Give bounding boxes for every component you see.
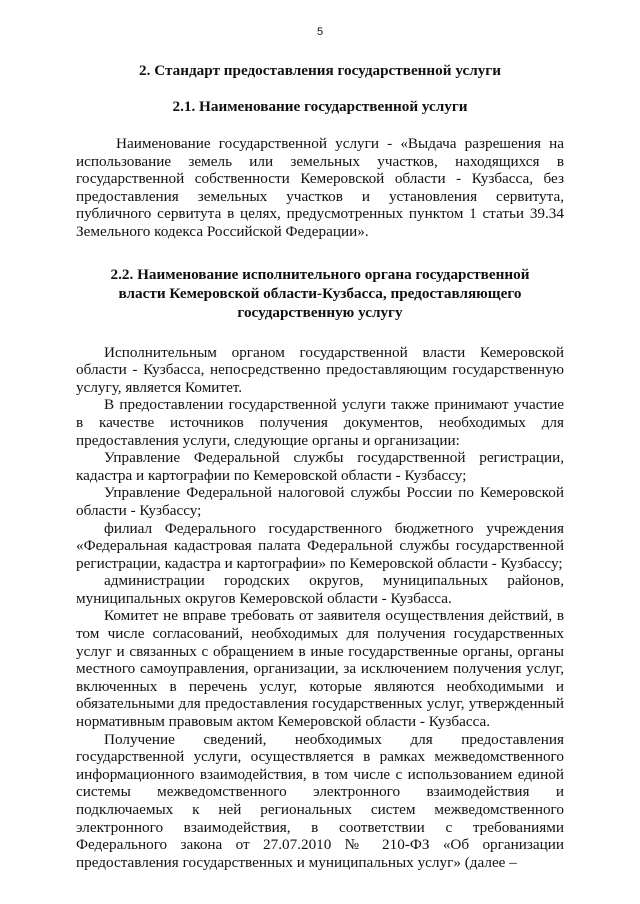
paragraph: филиал Федерального государственного бюджетного учреждения «Федеральная кадастровая палата Федеральной службы государственной регистрации, кадастра и картографии» по Кемеровской области - Кузбассу; (76, 519, 564, 572)
page-number: 5 (316, 26, 324, 38)
document-body (76, 61, 564, 871)
paragraph: Управление Федеральной налоговой службы России по Кемеровской области - Кузбассу; (76, 484, 564, 519)
paragraph: Наименование государственной услуги - «Выдача разрешения на использование земель или земельных участков, находящихся в государственной собственности Кемеровской области - Кузбасса, без предоставления земельных участков и установления сервитута, публичного сервитута в целях, предусмотренных пунктом 1 статьи 39.34 Земельного кодекса Российской Федерации». (76, 135, 564, 240)
paragraph: Получение сведений, необходимых для предоставления государственной услуги, осуществляется в рамках межведомственного информационного взаимодействия, в том числе с использованием единой системы межведомственного электронного взаимодействия и подключаемых к ней региональных систем межведомственного электронного взаимодействия, в соответствии с требованиями Федерального закона от 27.07.2010 № 210-ФЗ «Об организации предоставления государственных и муниципальных услуг» (далее – (76, 730, 564, 871)
subsection-2-title-line: государственную услугу (237, 303, 403, 321)
subsection-1-title: 2.1. Наименование государственной услуги (172, 98, 468, 115)
paragraph: Управление Федеральной службы государственной регистрации, кадастра и картографии по Кемеровской области - Кузбассу; (76, 449, 564, 484)
subsection-2-title-line: 2.2. Наименование исполнительного органа государственной (110, 265, 530, 283)
section-title: 2. Стандарт предоставления государственной услуги (139, 62, 501, 79)
paragraph: Исполнительным органом государственной власти Кемеровской области - Кузбасса, непосредственно предоставляющим государственную услугу, является Комитет. (76, 343, 564, 396)
paragraph: администрации городских округов, муниципальных районов, муниципальных округов Кемеровской области - Кузбасса. (76, 572, 564, 607)
subsection-2-title (76, 265, 564, 322)
subsection-2-title-line: власти Кемеровской области-Кузбасса, предоставляющего (118, 284, 522, 302)
paragraph: Комитет не вправе требовать от заявителя осуществления действий, в том числе согласований, необходимых для получения государственных услуг и связанных с обращением в иные государственные органы, органы местного самоуправления, организации, за исключением получения услуг, включенных в перечень услуг, которые являются необходимыми и обязательными для предоставления государственных услуг, утвержденный нормативным правовым актом Кемеровской области - Кузбасса. (76, 607, 564, 731)
paragraph: В предоставлении государственной услуги также принимают участие в качестве источников получения документов, необходимых для предоставления услуги, следующие органы и организации: (76, 396, 564, 449)
